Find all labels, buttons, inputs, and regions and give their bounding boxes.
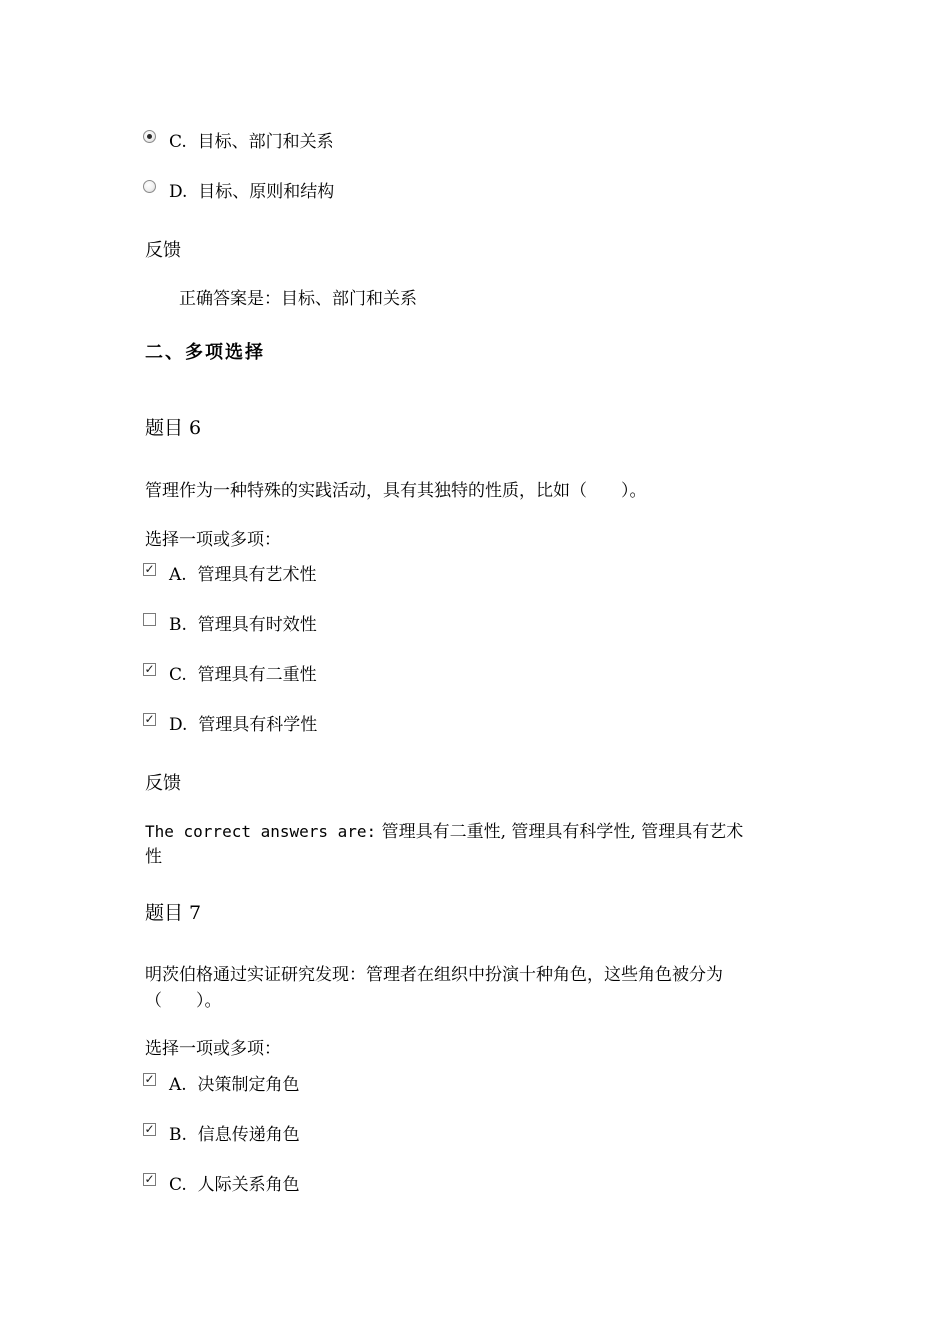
option-label: A.	[169, 564, 187, 585]
option-label: B.	[169, 1124, 187, 1145]
option-row[interactable]	[143, 1071, 300, 1093]
option-row[interactable]	[143, 661, 317, 683]
checkbox-unchecked-icon[interactable]	[143, 613, 156, 626]
checkbox-checked-icon[interactable]: ✓	[144, 561, 155, 576]
question-title: 题目 6	[145, 417, 202, 439]
question-text: 明茨伯格通过实证研究发现：管理者在组织中扮演十种角色，这些角色被分为	[145, 965, 723, 985]
option-label: C.	[169, 664, 187, 685]
option-text: 信息传递角色	[197, 1124, 300, 1145]
radio-unchecked-icon[interactable]	[143, 180, 156, 193]
option-text: 管理具有二重性	[197, 664, 317, 685]
option-row[interactable]	[143, 711, 317, 733]
question-text: 管理作为一种特殊的实践活动，具有其独特的性质，比如（ ）。	[145, 481, 647, 501]
checkbox-checked-icon[interactable]: ✓	[144, 1071, 155, 1086]
option-label: B.	[169, 614, 187, 635]
option-label: D.	[169, 714, 188, 735]
option-label: C.	[169, 1174, 187, 1195]
feedback-text	[145, 817, 743, 842]
feedback-text: 正确答案是：目标、部门和关系	[179, 289, 417, 309]
checkbox-checked-icon[interactable]: ✓	[144, 1121, 155, 1136]
feedback-answers: 管理具有二重性, 管理具有科学性, 管理具有艺术	[381, 822, 744, 842]
section-heading: 二、多项选择	[145, 342, 265, 363]
option-row[interactable]	[143, 1121, 300, 1143]
feedback-label: 反馈	[145, 240, 181, 261]
option-row[interactable]	[143, 561, 317, 583]
option-row[interactable]	[143, 128, 334, 150]
option-text: 管理具有科学性	[198, 714, 318, 735]
option-label: C.	[169, 131, 187, 152]
option-label: A.	[169, 1074, 187, 1095]
feedback-english: The correct answers are:	[145, 822, 377, 841]
feedback-label: 反馈	[145, 773, 181, 794]
option-text: 管理具有艺术性	[197, 564, 317, 585]
option-row[interactable]	[143, 1171, 300, 1193]
option-row[interactable]	[143, 178, 334, 200]
option-text: 决策制定角色	[197, 1074, 300, 1095]
question-text-continued: （ ）。	[145, 991, 222, 1011]
option-text: 管理具有时效性	[197, 614, 317, 635]
question-prompt: 选择一项或多项：	[145, 530, 281, 550]
option-label: D.	[169, 181, 188, 202]
question-prompt: 选择一项或多项：	[145, 1039, 281, 1059]
option-text: 目标、部门和关系	[197, 131, 334, 152]
feedback-text-continued: 性	[145, 847, 162, 867]
checkbox-checked-icon[interactable]: ✓	[144, 711, 155, 726]
checkbox-checked-icon[interactable]: ✓	[144, 1171, 155, 1186]
option-text: 目标、原则和结构	[198, 181, 335, 202]
option-row[interactable]	[143, 611, 317, 633]
checkbox-checked-icon[interactable]: ✓	[144, 661, 155, 676]
radio-checked-icon[interactable]	[143, 130, 156, 143]
question-title: 题目 7	[145, 902, 202, 924]
option-text: 人际关系角色	[197, 1174, 300, 1195]
